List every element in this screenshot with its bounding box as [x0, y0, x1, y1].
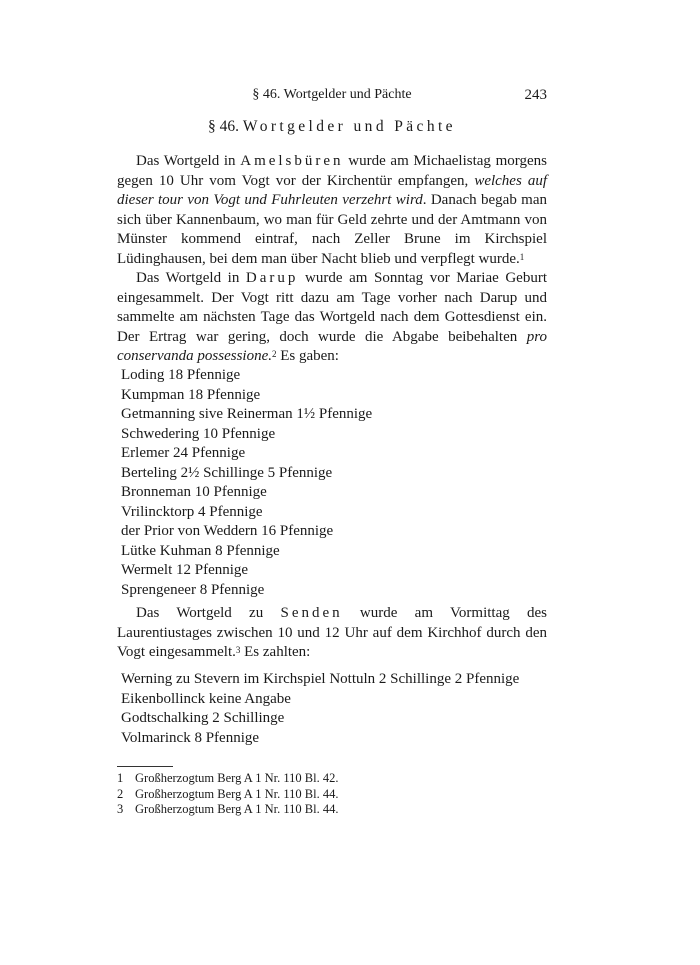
place-name: Amelsbüren [240, 153, 344, 169]
text-run: wurde am Sonntag vor Mariae Geburt eingesammelt. Der Vogt ritt dazu am Tage vorher nach Darup und sammelte am nächsten Tage das Wortgeld nach dem Gottesdienst ein. Der Ertrag war gering, doch wurde die Abgabe beibehalten [117, 270, 548, 345]
place-name: Senden [280, 605, 343, 621]
footnote [117, 802, 547, 818]
list-senden [120, 670, 550, 748]
footnote-text: Großherzogtum Berg A 1 Nr. 110 Bl. 44. [135, 786, 339, 801]
italic-quote: welches auf dieser tour von Vogt und Fuhrleuten verzehrt wird [117, 172, 547, 208]
footnotes [117, 771, 547, 818]
footnote-rule [117, 766, 173, 767]
footnote-text: Großherzogtum Berg A 1 Nr. 110 Bl. 42. [135, 771, 339, 785]
list-item: Werning zu Stevern im Kirchspiel Nottuln 2 Schillinge 2 Pfennige [121, 671, 520, 687]
list-item: Godtschalking 2 Schillinge [121, 710, 285, 726]
paragraph-senden [117, 604, 547, 663]
list-item: Getmanning sive Reinerman 1½ Pfennige [121, 406, 373, 422]
text-run: wurde am Vormittag des Laurentiustages zwischen 10 und 12 Uhr auf dem Kirchhof durch den Vogt eingesammelt. [117, 605, 547, 660]
list-item: der Prior von Weddern 16 Pfennige [121, 523, 334, 539]
footnote [117, 771, 547, 787]
footnote-ref: 3 [235, 645, 241, 655]
section-title: Wortgelder und Pächte [242, 118, 456, 135]
footnote-number: 2 [117, 786, 124, 801]
list-item: Wermelt 12 Pfennige [121, 562, 249, 578]
italic-quote: pro conservanda possessione. [117, 328, 547, 364]
footnote-number: 3 [117, 802, 124, 816]
section-heading [117, 117, 547, 137]
list-item: Bronneman 10 Pfennige [121, 484, 267, 500]
footnote-text: Großherzogtum Berg A 1 Nr. 110 Bl. 44. [135, 802, 339, 816]
list-item: Sprengeneer 8 Pfennige [121, 581, 265, 598]
text-run: Das Wortgeld zu [136, 605, 281, 621]
list-item: Loding 18 Pfennige [121, 367, 241, 383]
footnote-ref: 1 [519, 251, 525, 262]
list-item: Kumpman 18 Pfennige [121, 386, 261, 403]
list-item: Lütke Kuhman 8 Pfennige [121, 542, 280, 559]
footnote-ref: 2 [271, 349, 277, 359]
list-item: Vrilincktorp 4 Pfennige [121, 503, 263, 520]
text-run: . Danach begab man sich über Kannenbaum, wo man für Geld zehrte und der Amtmann von Münster kommend eintraf, nach Zeller Brune im Kirchspiel Lüdinghausen, bei dem man über Nacht blieb und verpflegt wurde. [117, 192, 547, 267]
footnote [117, 787, 547, 803]
running-title: § 46. Wortgelder und Pächte [252, 87, 412, 102]
list-item: Volmarinck 8 Pfennige [121, 729, 260, 746]
text-run: Das Wortgeld in [136, 153, 241, 169]
list-item: Erlemer 24 Pfennige [121, 445, 246, 461]
footnote-number: 1 [117, 771, 124, 785]
contributor-list [120, 366, 550, 600]
text-run: Es zahlten: [240, 644, 311, 660]
section-number: § 46. [208, 118, 240, 135]
paragraph-amelsbueren [117, 152, 547, 367]
list-item: Schwedering 10 Pfennige [121, 425, 276, 442]
text-run: Das Wortgeld in [136, 270, 246, 286]
place-name: Darup [245, 270, 299, 286]
text-run: wurde am Michaelistag morgens gegen 10 Uhr vom Vogt vor der Kirchentür empfangen, [117, 153, 547, 189]
text-run: Es gaben: [276, 348, 339, 364]
list-item: Berteling 2½ Schillinge 5 Pfennige [121, 464, 333, 481]
list-darup [120, 366, 550, 600]
contributor-list [120, 670, 550, 748]
list-item: Eikenbollinck keine Angabe [121, 690, 291, 707]
page-number: 243 [524, 87, 547, 103]
